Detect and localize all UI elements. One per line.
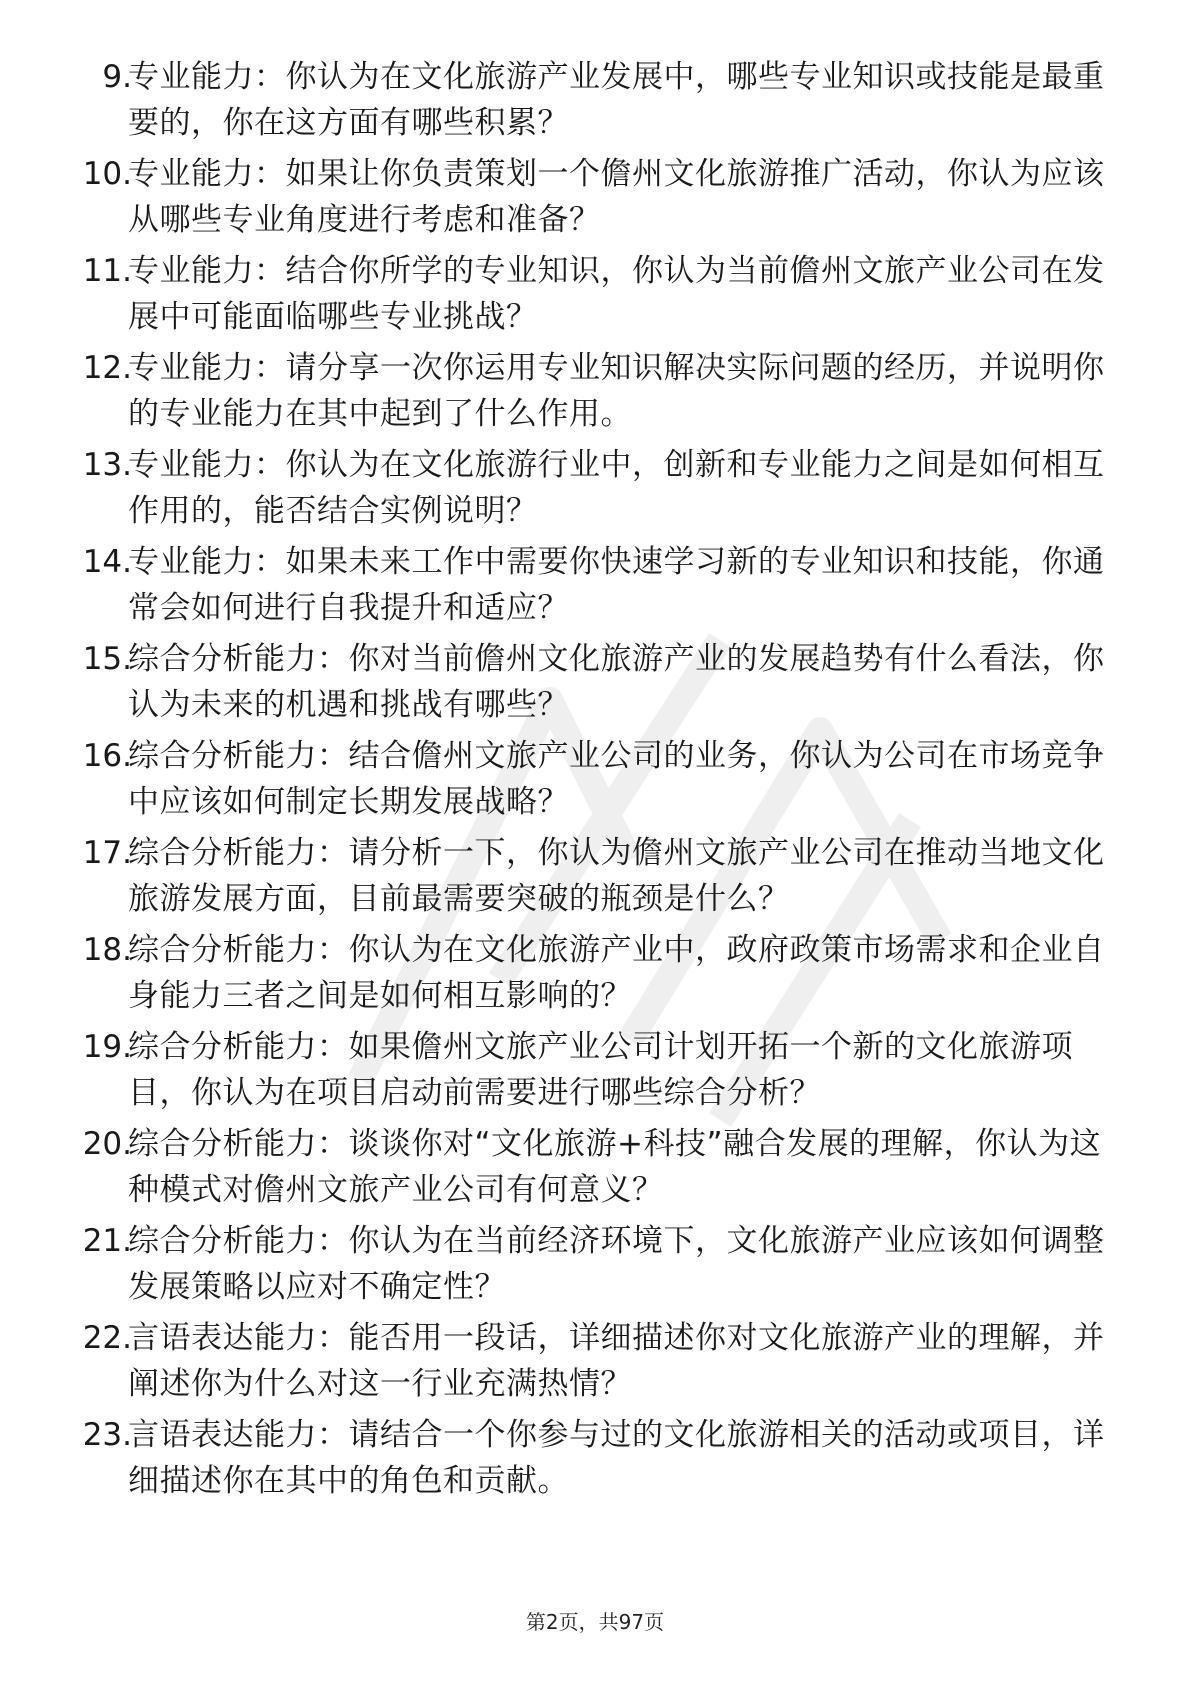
list-item (0, 824, 1190, 921)
list-item (0, 533, 1190, 630)
list-item (0, 339, 1190, 436)
question-number: 14. (82, 544, 132, 580)
question-number: 15. (82, 641, 132, 677)
page-footer: 第2页，共97页 (525, 1610, 665, 1634)
list-item (0, 1309, 1190, 1406)
question-text: 专业能力：结合你所学的专业知识，你认为当前儋州文旅产业公司在发展中可能面临哪些专业挑战？ (128, 253, 1105, 335)
list-item (0, 1018, 1190, 1115)
question-text: 综合分析能力：谈谈你对“文化旅游+科技”融合发展的理解，你认为这种模式对儋州文旅产业公司有何意义？ (128, 1126, 1102, 1208)
question-text: 专业能力：你认为在文化旅游行业中，创新和专业能力之间是如何相互作用的，能否结合实例说明？ (128, 447, 1105, 529)
question-text: 综合分析能力：你认为在文化旅游产业中，政府政策市场需求和企业自身能力三者之间是如何相互影响的？ (128, 932, 1105, 1014)
list-item (0, 727, 1190, 824)
list-item (0, 145, 1190, 242)
question-number: 23. (82, 1417, 132, 1453)
question-number: 13. (82, 447, 132, 483)
question-text: 专业能力：如果未来工作中需要你快速学习新的专业知识和技能，你通常会如何进行自我提升和适应？ (128, 544, 1105, 626)
question-number: 9. (102, 59, 132, 95)
question-number: 19. (82, 1029, 132, 1065)
list-item (0, 48, 1190, 145)
question-text: 综合分析能力：你认为在当前经济环境下，文化旅游产业应该如何调整发展策略以应对不确定性？ (128, 1223, 1105, 1305)
question-number: 18. (82, 932, 132, 968)
question-number: 21. (82, 1223, 132, 1259)
question-number: 17. (82, 835, 132, 871)
question-text: 综合分析能力：如果儋州文旅产业公司计划开拓一个新的文化旅游项目，你认为在项目启动前需要进行哪些综合分析？ (128, 1029, 1073, 1111)
list-item (0, 436, 1190, 533)
question-text: 言语表达能力：请结合一个你参与过的文化旅游相关的活动或项目，详细描述你在其中的角色和贡献。 (128, 1417, 1105, 1499)
question-text: 专业能力：你认为在文化旅游产业发展中，哪些专业知识或技能是最重要的，你在这方面有哪些积累？ (128, 59, 1105, 141)
question-text: 言语表达能力：能否用一段话，详细描述你对文化旅游产业的理解，并阐述你为什么对这一行业充满热情？ (128, 1320, 1105, 1402)
list-item (0, 1406, 1190, 1503)
question-text: 综合分析能力：你对当前儋州文化旅游产业的发展趋势有什么看法，你认为未来的机遇和挑战有哪些？ (128, 641, 1105, 723)
question-number: 10. (82, 156, 132, 192)
question-text: 专业能力：请分享一次你运用专业知识解决实际问题的经历，并说明你的专业能力在其中起到了什么作用。 (128, 350, 1105, 432)
list-item (0, 630, 1190, 727)
question-number: 11. (82, 253, 132, 289)
list-item (0, 1212, 1190, 1309)
question-number: 20. (82, 1126, 132, 1162)
question-text: 综合分析能力：请分析一下，你认为儋州文旅产业公司在推动当地文化旅游发展方面，目前最需要突破的瓶颈是什么？ (128, 835, 1105, 917)
question-number: 16. (82, 738, 132, 774)
question-list (0, 48, 1190, 1503)
question-text: 综合分析能力：结合儋州文旅产业公司的业务，你认为公司在市场竞争中应该如何制定长期发展战略？ (128, 738, 1105, 820)
question-number: 22. (82, 1320, 132, 1356)
list-item (0, 1115, 1190, 1212)
list-item (0, 242, 1190, 339)
list-item (0, 921, 1190, 1018)
question-number: 12. (82, 350, 132, 386)
question-text: 专业能力：如果让你负责策划一个儋州文化旅游推广活动，你认为应该从哪些专业角度进行考虑和准备？ (128, 156, 1105, 238)
